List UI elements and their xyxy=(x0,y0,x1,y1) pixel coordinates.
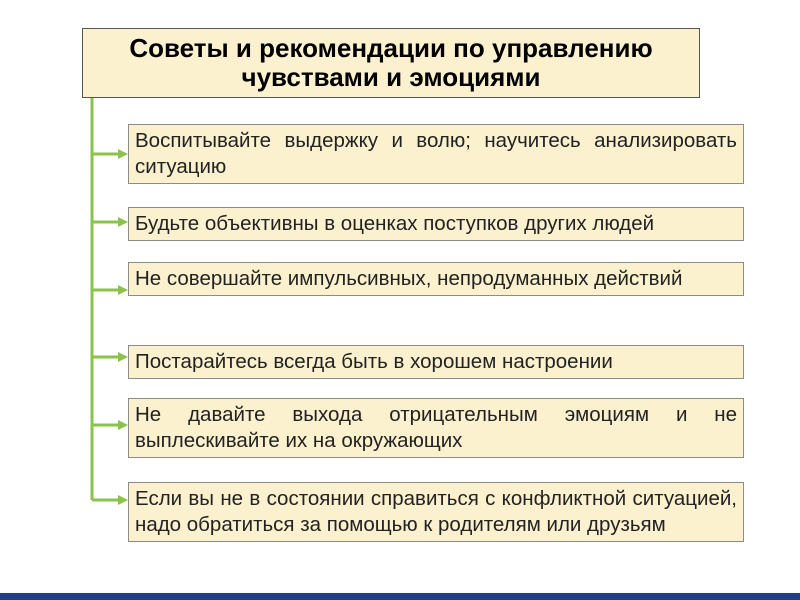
connector-arrow-3 xyxy=(118,285,128,295)
connector-arrow-6 xyxy=(118,495,128,505)
tip-box-3: Не совершайте импульсивных, непродуманных действий xyxy=(128,262,744,296)
tip-box-6: Если вы не в состоянии справиться с конфликтной ситуацией, надо обратиться за помощью к родителям или друзьям xyxy=(128,482,744,542)
tip-box-4: Постарайтесь всегда быть в хорошем настроении xyxy=(128,345,744,379)
tip-box-2: Будьте объективны в оценках поступков других людей xyxy=(128,207,744,241)
connector-arrow-1 xyxy=(118,149,128,159)
connector-arrow-5 xyxy=(118,420,128,430)
bottom-strip xyxy=(0,593,800,600)
tip-box-1: Воспитывайте выдержку и волю; научитесь анализировать ситуацию xyxy=(128,124,744,184)
tip-box-5: Не давайте выхода отрицательным эмоциям и не выплескивайте их на окружающих xyxy=(128,398,744,458)
connector-arrow-4 xyxy=(118,352,128,362)
diagram-title: Советы и рекомендации по управлению чувствами и эмоциями xyxy=(129,33,653,92)
connector-arrow-2 xyxy=(118,217,128,227)
